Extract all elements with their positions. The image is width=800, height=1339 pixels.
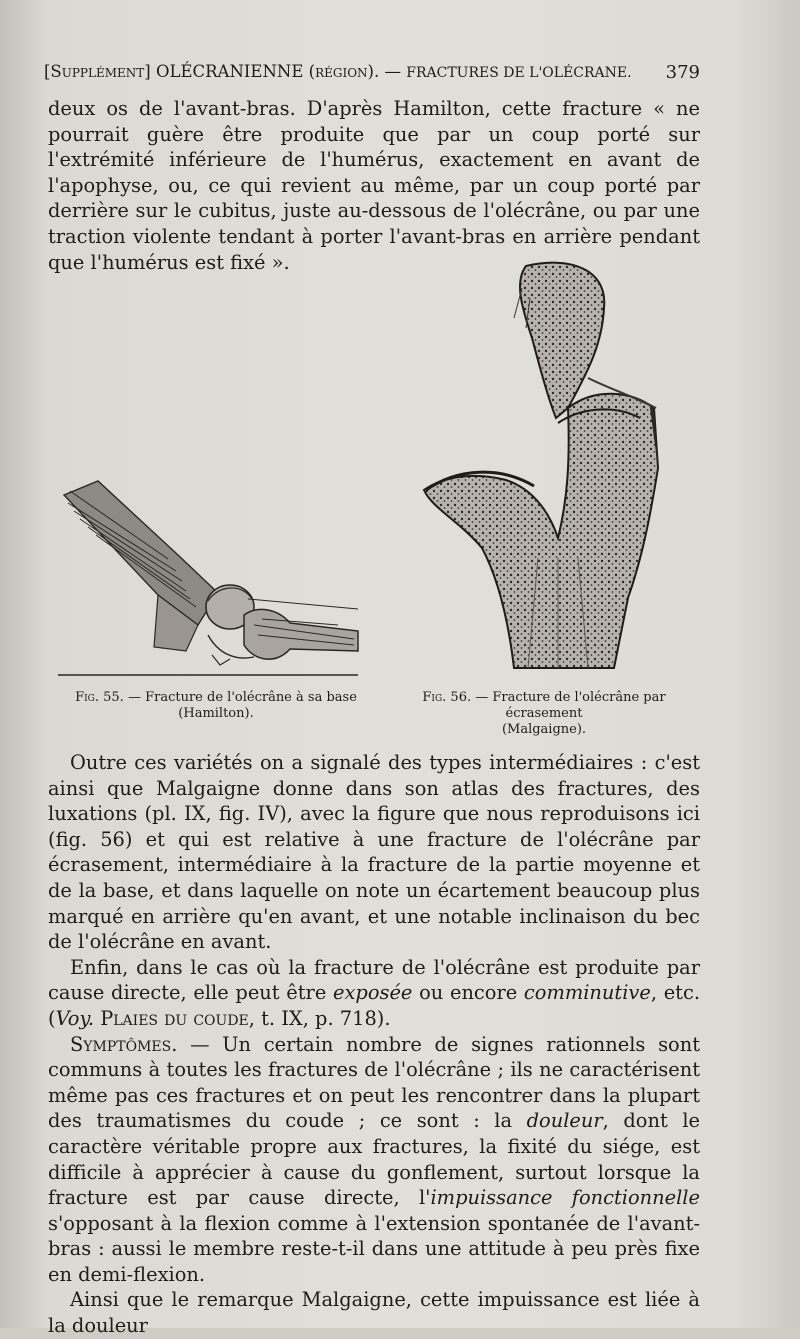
body-text-block: [48, 750, 700, 1339]
figure-56-illustration: [418, 258, 710, 678]
header-title: OLÉCRANIENNE: [155, 62, 304, 81]
p2-text-d: , t. IX, p. 718).: [248, 1006, 391, 1030]
figure-55-dash: —: [127, 690, 141, 705]
header-region: (région).: [308, 62, 380, 81]
paragraph-malgaigne: Ainsi que le remarque Malgaigne, cette impuissance est liée à la douleur: [48, 1288, 700, 1338]
header-dash: —: [384, 62, 401, 81]
figure-55-label: Fig. 55.: [75, 690, 124, 705]
p2-text-b: ou encore: [419, 981, 518, 1005]
figure-56-dash: —: [475, 690, 489, 705]
p3-text-a: — Un certain nombre de signes rationnels sont communs à toutes les fractures de l'olécrâne ; ils ne caractérisent même pas ces fractures et on peut les rencontrer dans la plupart des traumatismes du coude ; ce sont : la: [48, 1032, 700, 1133]
p3-text-c: s'opposant à la flexion comme à l'extension spontanée de l'avant-bras : aussi le membre reste-t-il dans une attitude à peu près fixe en demi-flexion.: [48, 1211, 700, 1286]
header-supplement: [Supplément]: [44, 62, 151, 81]
p3-douleur: douleur: [526, 1109, 603, 1133]
symptomes-label: Symptômes.: [70, 1032, 178, 1056]
top-paragraph: deux os de l'avant-bras. D'après Hamilton, cette fracture « ne pourrait guère être produite que par un coup porté sur l'extrémité inférieure de l'humérus, exactement en avant de l'apophyse, ou, ce qui revient au même, par un coup porté par derrière sur le cubitus, juste au-dessous de l'olécrâne, ou par une traction violente tendant à porter l'avant-bras en arrière pendant que l'humérus est fixé ».: [48, 97, 700, 274]
figure-56-caption-line1: Fracture de l'olécrâne par écrasement: [492, 690, 666, 721]
p2-voy: Voy.: [55, 1006, 95, 1030]
paragraph-intermediate-types: Outre ces variétés on a signalé des types intermédiaires : c'est ainsi que Malgaigne donne dans son atlas des fractures, des luxations (pl. IX, fig. IV), avec la figure que nous reproduisons ici (fig. 56) et qui est relative à une fracture de l'olécrâne par écrasement, intermédiaire à la fracture de la partie moyenne et de la base, et dans laquelle on note un écartement beaucoup plus marqué en arrière qu'en avant, et une notable inclinaison du bec de l'olécrâne en avant.: [48, 751, 700, 954]
paragraph-symptomes: [48, 1032, 700, 1288]
p3-text-b: , dont le caractère véritable propre aux fractures, la fixité du siége, est difficile à apprécier à cause du gonflement, surtout lorsque la fracture est par cause directe, l': [48, 1109, 700, 1210]
p3-impuissance: impuissance fonctionnelle: [430, 1186, 700, 1210]
figure-55-caption: [70, 690, 362, 722]
figure-55-caption-line1: Fracture de l'olécrâne à sa base: [145, 690, 357, 705]
running-header: [44, 62, 700, 86]
top-paragraph-block: [48, 96, 700, 275]
figure-55-illustration: [58, 475, 368, 685]
p2-plaies-du-coude: Plaies du coude: [100, 1006, 249, 1030]
figure-56-caption-line2: (Malgaigne).: [501, 722, 587, 737]
header-section: FRACTURES DE L'OLÉCRANE.: [406, 65, 632, 81]
figure-56-caption: [384, 690, 704, 738]
paragraph-direct-cause: [48, 955, 700, 1032]
p2-text-c: , etc. (: [48, 981, 700, 1030]
page-number: 379: [665, 62, 700, 83]
figure-55-caption-line2: (Hamilton).: [178, 706, 254, 721]
p2-comminutive: comminutive: [523, 981, 651, 1005]
figure-56-label: Fig. 56.: [422, 690, 472, 705]
p2-text-a: Enfin, dans le cas où la fracture de l'olécrâne est produite par cause directe, elle peut être: [48, 955, 700, 1005]
p2-exposee: exposée: [333, 981, 413, 1005]
